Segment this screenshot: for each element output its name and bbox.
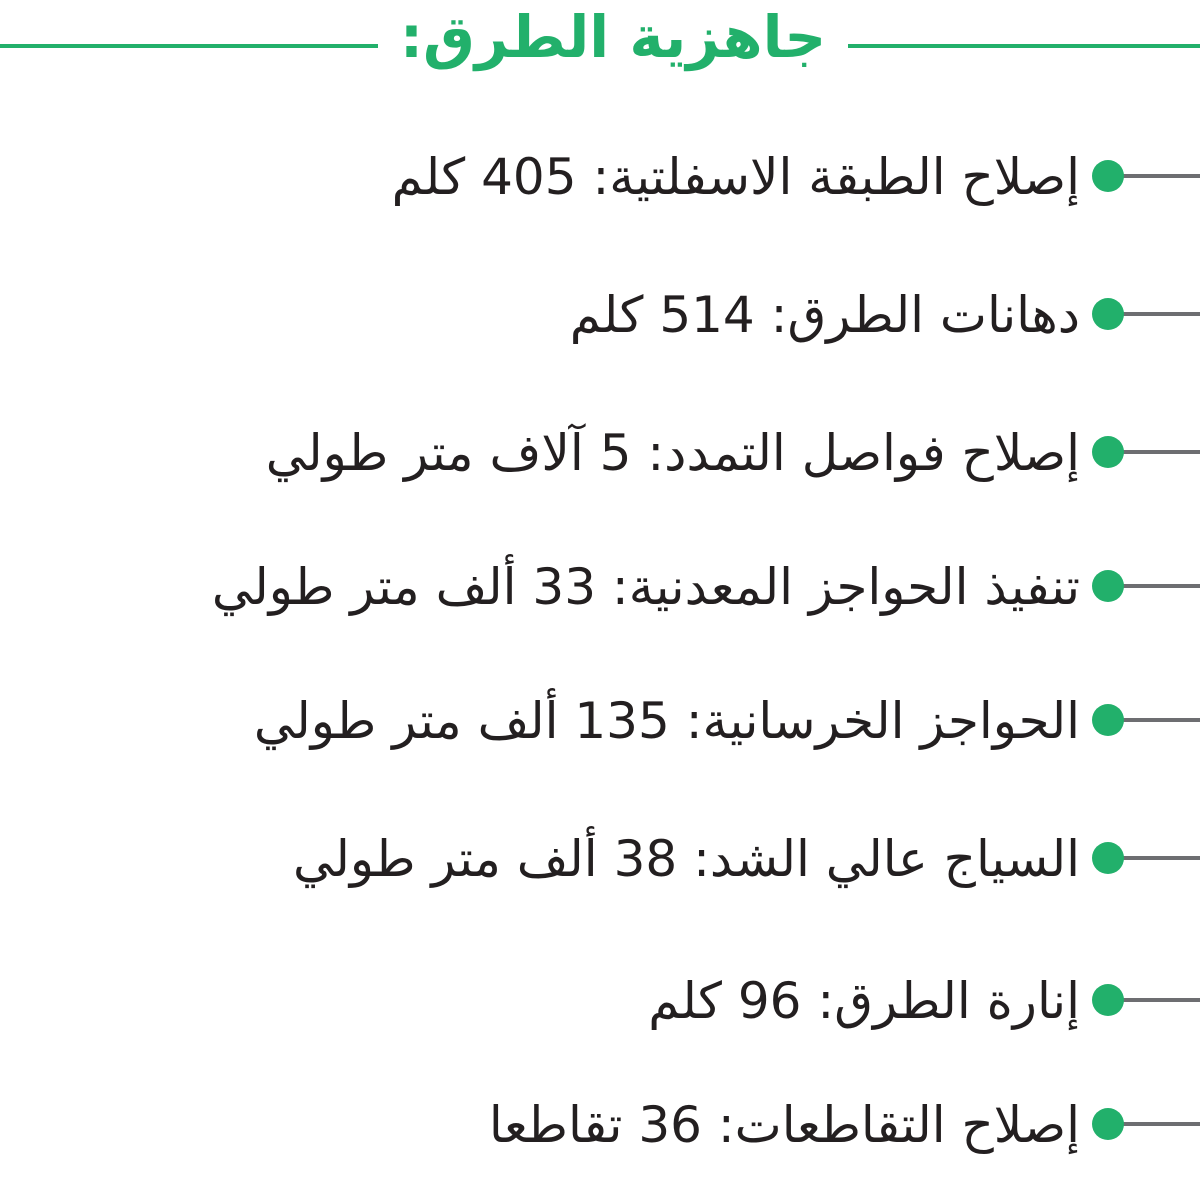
list-item-text: إصلاح التقاطعات: 36 تقاطعا — [488, 1096, 1080, 1154]
list-item — [0, 398, 1200, 508]
list-item-text: دهانات الطرق: 514 كلم — [569, 286, 1080, 344]
bullet-dot-icon — [1092, 842, 1124, 874]
list-item-text: السياج عالي الشد: 38 ألف متر طولي — [293, 830, 1080, 888]
bullet-dot-icon — [1092, 298, 1124, 330]
list-item-text: إنارة الطرق: 96 كلم — [648, 972, 1080, 1030]
list-item — [0, 122, 1200, 232]
bullet-dot-icon — [1092, 436, 1124, 468]
list-item — [0, 1070, 1200, 1180]
bullet-dot-icon — [1092, 570, 1124, 602]
list-item — [0, 804, 1200, 914]
list-item — [0, 946, 1200, 1056]
bullet-dot-icon — [1092, 704, 1124, 736]
page-title: جاهزية الطرق: — [399, 3, 827, 71]
bullet-dot-icon — [1092, 984, 1124, 1016]
list-item-text: إصلاح الطبقة الاسفلتية: 405 كلم — [391, 148, 1080, 206]
bullet-dot-icon — [1092, 160, 1124, 192]
list-item — [0, 260, 1200, 370]
list-item-text: إصلاح فواصل التمدد: 5 آلاف متر طولي — [265, 424, 1080, 482]
list-item — [0, 666, 1200, 776]
list-item-text: الحواجز الخرسانية: 135 ألف متر طولي — [253, 692, 1080, 750]
list-item-text: تنفيذ الحواجز المعدنية: 33 ألف متر طولي — [211, 558, 1080, 616]
list-item — [0, 532, 1200, 642]
bullet-dot-icon — [1092, 1108, 1124, 1140]
